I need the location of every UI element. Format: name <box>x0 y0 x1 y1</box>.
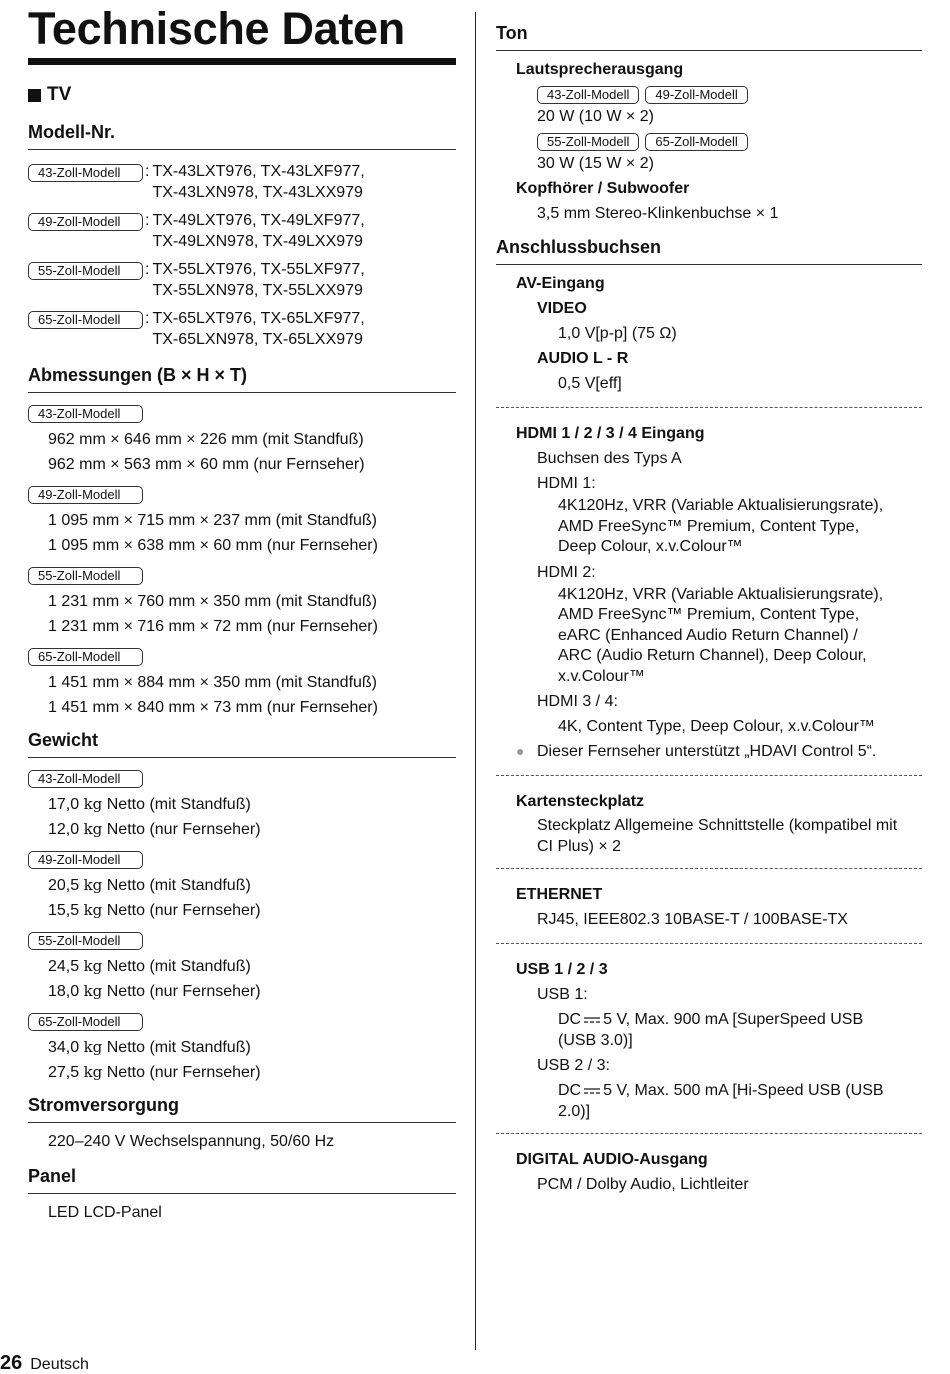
model-badge: 43-Zoll-Modell <box>28 405 143 423</box>
usb23-label: USB 2 / 3: <box>537 1057 610 1074</box>
left-column <box>28 0 456 1225</box>
column-divider <box>475 12 476 1350</box>
weight-value: 12,0 kg Netto (nur Fernseher) <box>48 820 261 838</box>
ethernet-heading: ETHERNET <box>516 886 603 903</box>
dashed-separator <box>496 407 922 408</box>
dashed-separator <box>496 943 922 944</box>
power-heading: Stromversorgung <box>28 1094 456 1123</box>
hdmi2-label: HDMI 2: <box>537 563 596 581</box>
speaker-output-value: 20 W (10 W × 2) <box>537 108 654 125</box>
panel-value: LED LCD-Panel <box>48 1204 162 1221</box>
weight-group <box>28 1013 456 1085</box>
model-badge: 65-Zoll-Modell <box>28 648 143 666</box>
model-row: 65-Zoll-Modell : TX-65LXT976, TX-65LXF977, TX-65LXN978, TX-65LXX979 <box>28 309 456 350</box>
model-numbers: TX-65LXT976, TX-65LXF977, <box>152 310 365 327</box>
model-badge: 49-Zoll-Modell <box>28 213 143 231</box>
model-badge: 49-Zoll-Modell <box>645 86 747 104</box>
weight-value: 27,5 kg Netto (nur Fernseher) <box>48 1063 261 1081</box>
page-number: 26 <box>0 1352 23 1374</box>
audio-heading: AUDIO L - R <box>537 350 629 367</box>
hdmi-note: ● Dieser Fernseher unterstützt „HDAVI Control 5“. <box>496 739 922 764</box>
dashed-separator <box>496 868 922 869</box>
right-column <box>496 0 922 1197</box>
page-language: Deutsch <box>30 1356 89 1373</box>
model-badge: 43-Zoll-Modell <box>28 770 143 788</box>
model-list <box>28 162 456 350</box>
power-value: 220–240 V Wechselspannung, 50/60 Hz <box>48 1133 335 1150</box>
model-numbers: TX-55LXT976, TX-55LXF977, <box>152 261 365 278</box>
model-row: 55-Zoll-Modell : TX-55LXT976, TX-55LXF977, TX-55LXN978, TX-55LXX979 <box>28 260 456 301</box>
model-number-heading: Modell-Nr. <box>28 121 456 150</box>
dc-symbol-icon <box>583 1016 601 1024</box>
model-row: 43-Zoll-Modell : TX-43LXT976, TX-43LXF977, TX-43LXN978, TX-43LXX979 <box>28 162 456 203</box>
square-bullet-icon <box>28 89 41 102</box>
dimension-value: 962 mm × 563 mm × 60 mm (nur Fernseher) <box>48 456 365 473</box>
model-badges <box>496 133 922 151</box>
weight-group <box>28 932 456 1004</box>
usb23-spec: DC 5 V, Max. 500 mA [Hi-Speed USB (USB 2.0)] <box>558 1082 884 1120</box>
model-badge: 55-Zoll-Modell <box>537 133 639 151</box>
hdmi2-features: 4K120Hz, VRR (Variable Aktualisierungsrate), AMD FreeSync™ Premium, Content Type, eARC (Enhanced Audio Return Channel) / ARC (Audio Return Channel), Deep Colour, x.v.Colour™ <box>558 585 884 685</box>
hdmi34-label: HDMI 3 / 4: <box>537 693 618 710</box>
panel-heading: Panel <box>28 1165 456 1194</box>
model-badge: 49-Zoll-Modell <box>28 851 143 869</box>
dimension-value: 1 451 mm × 884 mm × 350 mm (mit Standfuß) <box>48 674 378 691</box>
model-badge: 65-Zoll-Modell <box>645 133 747 151</box>
video-value: 1,0 V[p-p] (75 Ω) <box>558 325 677 342</box>
page-footer <box>0 1352 89 1374</box>
card-slot-value: Steckplatz Allgemeine Schnittstelle (kompatibel mit CI Plus) × 2 <box>537 817 898 855</box>
title-rule <box>28 58 456 65</box>
dimensions-group <box>28 486 456 558</box>
model-badges <box>496 86 922 104</box>
hdmi-heading: HDMI 1 / 2 / 3 / 4 Eingang <box>516 425 705 442</box>
dimension-value: 1 231 mm × 716 mm × 72 mm (nur Fernseher) <box>48 618 378 635</box>
hdmi34-features: 4K, Content Type, Deep Colour, x.v.Colour™ <box>558 718 875 735</box>
tv-heading-label: TV <box>47 84 72 105</box>
tv-heading <box>28 83 456 107</box>
usb1-spec: DC 5 V, Max. 900 mA [SuperSpeed USB (USB 3.0)] <box>558 1011 864 1049</box>
weight-value: 34,0 kg Netto (mit Standfuß) <box>48 1038 251 1056</box>
headphone-heading: Kopfhörer / Subwoofer <box>516 180 690 197</box>
dimensions-group <box>28 405 456 477</box>
weight-value: 18,0 kg Netto (nur Fernseher) <box>48 982 261 1000</box>
model-row: 49-Zoll-Modell : TX-49LXT976, TX-49LXF977, TX-49LXN978, TX-49LXX979 <box>28 211 456 252</box>
dc-symbol-icon <box>583 1087 601 1095</box>
usb1-label: USB 1: <box>537 986 588 1003</box>
bullet-dot-icon: ● <box>516 743 525 759</box>
hdmi-type: Buchsen des Typs A <box>537 450 682 467</box>
ethernet-value: RJ45, IEEE802.3 10BASE-T / 100BASE-TX <box>537 911 848 928</box>
dimension-value: 1 231 mm × 760 mm × 350 mm (mit Standfuß) <box>48 593 378 610</box>
model-badge: 65-Zoll-Modell <box>28 1013 143 1031</box>
model-badge: 65-Zoll-Modell <box>28 311 143 329</box>
weight-group <box>28 851 456 923</box>
weight-value: 24,5 kg Netto (mit Standfuß) <box>48 957 251 975</box>
usb-heading: USB 1 / 2 / 3 <box>516 961 608 978</box>
speaker-output-value: 30 W (15 W × 2) <box>537 155 654 172</box>
model-badge: 55-Zoll-Modell <box>28 567 143 585</box>
av-input-heading: AV-Eingang <box>516 275 605 292</box>
digital-audio-value: PCM / Dolby Audio, Lichtleiter <box>537 1176 749 1193</box>
model-numbers: TX-49LXN978, TX-49LXX979 <box>152 232 363 250</box>
sound-heading: Ton <box>496 22 922 51</box>
model-badge: 43-Zoll-Modell <box>28 164 143 182</box>
model-badge: 43-Zoll-Modell <box>537 86 639 104</box>
digital-audio-heading: DIGITAL AUDIO-Ausgang <box>516 1151 708 1168</box>
page-title: Technische Daten <box>28 3 405 54</box>
model-numbers: TX-55LXN978, TX-55LXX979 <box>152 281 363 299</box>
speaker-output-heading: Lautsprecherausgang <box>516 61 684 78</box>
model-badge: 55-Zoll-Modell <box>28 262 143 280</box>
model-numbers: TX-43LXN978, TX-43LXX979 <box>152 183 363 201</box>
headphone-value: 3,5 mm Stereo-Klinkenbuchse × 1 <box>537 205 779 222</box>
dimension-value: 1 095 mm × 715 mm × 237 mm (mit Standfuß) <box>48 512 378 529</box>
hdmi1-label: HDMI 1: <box>537 475 596 492</box>
weight-value: 15,5 kg Netto (nur Fernseher) <box>48 901 261 919</box>
connectors-heading: Anschlussbuchsen <box>496 236 922 265</box>
model-numbers: TX-65LXN978, TX-65LXX979 <box>152 330 363 348</box>
dimensions-group <box>28 567 456 639</box>
dimensions-heading: Abmessungen (B × H × T) <box>28 364 456 393</box>
model-badge: 49-Zoll-Modell <box>28 486 143 504</box>
dimension-value: 1 451 mm × 840 mm × 73 mm (nur Fernseher) <box>48 699 378 716</box>
model-numbers: TX-43LXT976, TX-43LXF977, <box>152 163 365 180</box>
dashed-separator <box>496 1133 922 1134</box>
weight-value: 17,0 kg Netto (mit Standfuß) <box>48 795 251 813</box>
weight-group <box>28 770 456 842</box>
model-numbers: TX-49LXT976, TX-49LXF977, <box>152 212 365 229</box>
weight-value: 20,5 kg Netto (mit Standfuß) <box>48 876 251 894</box>
dimension-value: 962 mm × 646 mm × 226 mm (mit Standfuß) <box>48 431 364 448</box>
video-heading: VIDEO <box>537 300 587 317</box>
hdmi1-features: 4K120Hz, VRR (Variable Aktualisierungsrate), AMD FreeSync™ Premium, Content Type, Deep Colour, x.v.Colour™ <box>558 497 884 555</box>
audio-value: 0,5 V[eff] <box>558 375 622 392</box>
weight-heading: Gewicht <box>28 729 456 758</box>
model-badge: 55-Zoll-Modell <box>28 932 143 950</box>
card-slot-heading: Kartensteckplatz <box>516 793 645 810</box>
dashed-separator <box>496 775 922 776</box>
dimension-value: 1 095 mm × 638 mm × 60 mm (nur Fernseher) <box>48 537 378 554</box>
dimensions-group <box>28 648 456 720</box>
